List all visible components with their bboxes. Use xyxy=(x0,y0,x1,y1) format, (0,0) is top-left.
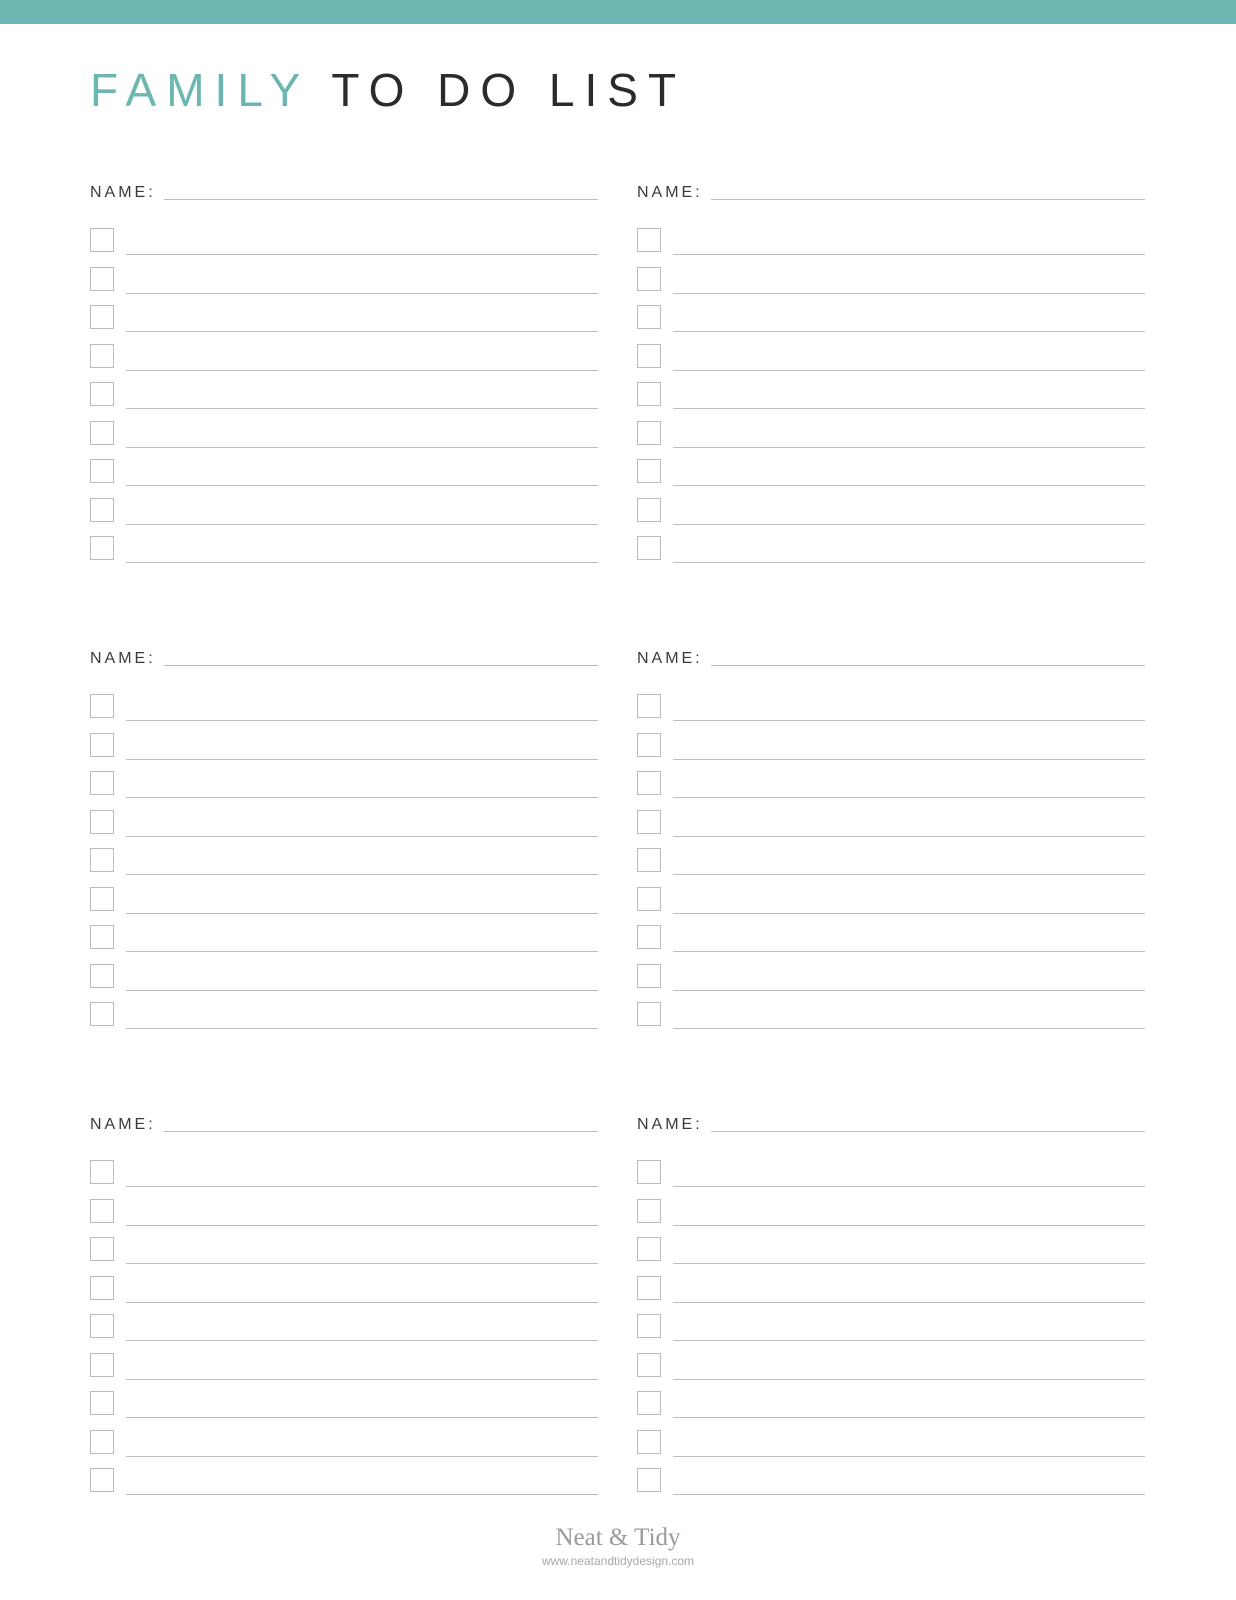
task-row xyxy=(90,267,598,306)
task-checkbox[interactable] xyxy=(90,1160,114,1184)
footer xyxy=(0,1523,1236,1569)
task-row xyxy=(637,1430,1145,1469)
task-checkbox[interactable] xyxy=(90,1002,114,1026)
task-checkbox[interactable] xyxy=(637,1237,661,1261)
task-line-field[interactable] xyxy=(673,1225,1145,1226)
top-accent-bar xyxy=(0,0,1236,24)
task-checkbox[interactable] xyxy=(637,1468,661,1492)
task-checkbox[interactable] xyxy=(90,1237,114,1261)
task-row xyxy=(90,305,598,344)
task-row xyxy=(90,1430,598,1469)
task-checkbox[interactable] xyxy=(637,382,661,406)
task-row xyxy=(637,1314,1145,1353)
task-checkbox[interactable] xyxy=(637,1391,661,1415)
task-checkbox[interactable] xyxy=(637,1276,661,1300)
task-line-field[interactable] xyxy=(673,1456,1145,1457)
task-row xyxy=(637,848,1145,887)
task-checkbox[interactable] xyxy=(637,925,661,949)
task-checkbox[interactable] xyxy=(90,810,114,834)
task-line-field[interactable] xyxy=(673,1263,1145,1264)
task-checkbox[interactable] xyxy=(637,1430,661,1454)
task-checkbox[interactable] xyxy=(637,459,661,483)
task-list xyxy=(637,1160,1145,1507)
task-line-field[interactable] xyxy=(126,331,598,332)
task-checkbox[interactable] xyxy=(637,305,661,329)
name-field[interactable] xyxy=(711,199,1145,200)
task-checkbox[interactable] xyxy=(90,536,114,560)
task-checkbox[interactable] xyxy=(90,848,114,872)
task-list xyxy=(90,1160,598,1507)
footer-brand-logo: Neat & Tidy xyxy=(555,1524,681,1551)
task-row xyxy=(637,344,1145,383)
task-row xyxy=(637,459,1145,498)
name-label: NAME: xyxy=(637,1116,703,1133)
task-row xyxy=(637,1199,1145,1238)
footer-url: www.neatandtidydesign.com xyxy=(541,1554,695,1568)
task-checkbox[interactable] xyxy=(637,1314,661,1338)
task-row xyxy=(90,344,598,383)
task-line-field[interactable] xyxy=(673,293,1145,294)
task-checkbox[interactable] xyxy=(637,421,661,445)
name-field[interactable] xyxy=(711,665,1145,666)
name-label: NAME: xyxy=(90,650,156,667)
task-checkbox[interactable] xyxy=(90,344,114,368)
task-line-field[interactable] xyxy=(673,331,1145,332)
task-checkbox[interactable] xyxy=(637,1002,661,1026)
task-checkbox[interactable] xyxy=(90,1430,114,1454)
task-row xyxy=(637,305,1145,344)
task-line-field[interactable] xyxy=(126,524,598,525)
task-checkbox[interactable] xyxy=(90,267,114,291)
task-line-field[interactable] xyxy=(673,913,1145,914)
task-line-field[interactable] xyxy=(673,1340,1145,1341)
name-field[interactable] xyxy=(164,199,598,200)
task-line-field[interactable] xyxy=(126,1028,598,1029)
task-line-field[interactable] xyxy=(673,1028,1145,1029)
task-row xyxy=(637,887,1145,926)
task-checkbox[interactable] xyxy=(637,733,661,757)
task-line-field[interactable] xyxy=(126,1494,598,1495)
task-checkbox[interactable] xyxy=(637,771,661,795)
task-row xyxy=(637,1391,1145,1430)
task-line-field[interactable] xyxy=(673,562,1145,563)
task-checkbox[interactable] xyxy=(637,1199,661,1223)
task-checkbox[interactable] xyxy=(637,848,661,872)
task-line-field[interactable] xyxy=(126,1225,598,1226)
task-line-field[interactable] xyxy=(673,874,1145,875)
task-checkbox[interactable] xyxy=(637,1160,661,1184)
task-row xyxy=(637,810,1145,849)
task-row xyxy=(90,382,598,421)
task-line-field[interactable] xyxy=(673,485,1145,486)
task-line-field[interactable] xyxy=(126,759,598,760)
task-row xyxy=(637,694,1145,733)
task-checkbox[interactable] xyxy=(90,382,114,406)
task-row xyxy=(90,964,598,1003)
task-row xyxy=(90,810,598,849)
task-row xyxy=(637,771,1145,810)
task-row xyxy=(90,1468,598,1507)
name-field[interactable] xyxy=(711,1131,1145,1132)
task-line-field[interactable] xyxy=(126,370,598,371)
task-line-field[interactable] xyxy=(673,759,1145,760)
task-row xyxy=(90,1160,598,1199)
task-checkbox[interactable] xyxy=(90,733,114,757)
task-line-field[interactable] xyxy=(126,720,598,721)
task-line-field[interactable] xyxy=(126,408,598,409)
task-line-field[interactable] xyxy=(673,408,1145,409)
task-line-field[interactable] xyxy=(673,1494,1145,1495)
task-line-field[interactable] xyxy=(126,1263,598,1264)
task-checkbox[interactable] xyxy=(90,498,114,522)
task-checkbox[interactable] xyxy=(90,421,114,445)
task-list xyxy=(90,228,598,575)
task-row xyxy=(637,1160,1145,1199)
task-row xyxy=(90,421,598,460)
name-field[interactable] xyxy=(164,1131,598,1132)
task-row xyxy=(90,848,598,887)
task-checkbox[interactable] xyxy=(637,887,661,911)
task-row xyxy=(90,1276,598,1315)
name-label: NAME: xyxy=(90,184,156,201)
task-row xyxy=(90,228,598,267)
task-line-field[interactable] xyxy=(126,293,598,294)
task-checkbox[interactable] xyxy=(637,228,661,252)
name-row xyxy=(637,1116,1145,1140)
task-row xyxy=(637,421,1145,460)
task-line-field[interactable] xyxy=(126,447,598,448)
task-row xyxy=(637,1002,1145,1041)
name-row xyxy=(637,184,1145,208)
task-checkbox[interactable] xyxy=(90,1199,114,1223)
task-row xyxy=(637,228,1145,267)
task-line-field[interactable] xyxy=(673,524,1145,525)
task-row xyxy=(637,1468,1145,1507)
task-line-field[interactable] xyxy=(126,1186,598,1187)
task-line-field[interactable] xyxy=(673,990,1145,991)
task-row xyxy=(90,459,598,498)
task-line-field[interactable] xyxy=(126,913,598,914)
task-row xyxy=(90,771,598,810)
task-row xyxy=(637,1276,1145,1315)
task-row xyxy=(90,1199,598,1238)
task-line-field[interactable] xyxy=(126,1417,598,1418)
task-checkbox[interactable] xyxy=(90,964,114,988)
name-label: NAME: xyxy=(637,650,703,667)
task-checkbox[interactable] xyxy=(90,459,114,483)
task-checkbox[interactable] xyxy=(90,1391,114,1415)
task-checkbox[interactable] xyxy=(90,305,114,329)
task-checkbox[interactable] xyxy=(90,771,114,795)
task-line-field[interactable] xyxy=(126,951,598,952)
name-field[interactable] xyxy=(164,665,598,666)
title-rest: TO DO LIST xyxy=(331,64,687,116)
task-line-field[interactable] xyxy=(126,1379,598,1380)
task-checkbox[interactable] xyxy=(637,498,661,522)
task-checkbox[interactable] xyxy=(90,228,114,252)
task-line-field[interactable] xyxy=(126,485,598,486)
name-row xyxy=(90,650,598,674)
task-line-field[interactable] xyxy=(673,254,1145,255)
task-checkbox[interactable] xyxy=(90,694,114,718)
task-row xyxy=(90,733,598,772)
task-line-field[interactable] xyxy=(126,836,598,837)
task-checkbox[interactable] xyxy=(637,267,661,291)
task-checkbox[interactable] xyxy=(90,887,114,911)
task-row xyxy=(90,1314,598,1353)
task-line-field[interactable] xyxy=(673,797,1145,798)
task-line-field[interactable] xyxy=(126,1340,598,1341)
task-row xyxy=(637,267,1145,306)
task-row xyxy=(637,964,1145,1003)
name-row xyxy=(637,650,1145,674)
task-line-field[interactable] xyxy=(126,874,598,875)
task-line-field[interactable] xyxy=(673,447,1145,448)
task-list xyxy=(637,694,1145,1041)
task-list xyxy=(90,694,598,1041)
task-line-field[interactable] xyxy=(126,1302,598,1303)
task-line-field[interactable] xyxy=(673,951,1145,952)
task-row xyxy=(637,1353,1145,1392)
task-line-field[interactable] xyxy=(673,1379,1145,1380)
name-label: NAME: xyxy=(637,184,703,201)
name-label: NAME: xyxy=(90,1116,156,1133)
task-row xyxy=(90,1353,598,1392)
task-checkbox[interactable] xyxy=(90,1468,114,1492)
task-row xyxy=(90,536,598,575)
page-title xyxy=(90,64,686,116)
task-line-field[interactable] xyxy=(126,797,598,798)
task-line-field[interactable] xyxy=(673,836,1145,837)
task-row xyxy=(90,1391,598,1430)
task-row xyxy=(637,733,1145,772)
task-row xyxy=(90,694,598,733)
task-checkbox[interactable] xyxy=(637,694,661,718)
name-row xyxy=(90,184,598,208)
task-line-field[interactable] xyxy=(673,370,1145,371)
task-checkbox[interactable] xyxy=(90,925,114,949)
task-checkbox[interactable] xyxy=(90,1314,114,1338)
task-line-field[interactable] xyxy=(673,1417,1145,1418)
task-row xyxy=(90,498,598,537)
task-row xyxy=(90,1237,598,1276)
task-line-field[interactable] xyxy=(673,720,1145,721)
name-row xyxy=(90,1116,598,1140)
task-checkbox[interactable] xyxy=(637,344,661,368)
task-checkbox[interactable] xyxy=(90,1276,114,1300)
task-row xyxy=(637,536,1145,575)
task-list xyxy=(637,228,1145,575)
task-line-field[interactable] xyxy=(673,1302,1145,1303)
task-checkbox[interactable] xyxy=(637,1353,661,1377)
task-row xyxy=(90,887,598,926)
task-row xyxy=(637,1237,1145,1276)
task-row xyxy=(90,1002,598,1041)
task-row xyxy=(90,925,598,964)
task-line-field[interactable] xyxy=(126,990,598,991)
title-accent-word: FAMILY xyxy=(90,64,310,116)
task-row xyxy=(637,925,1145,964)
task-checkbox[interactable] xyxy=(637,810,661,834)
task-line-field[interactable] xyxy=(126,562,598,563)
task-checkbox[interactable] xyxy=(637,964,661,988)
task-checkbox[interactable] xyxy=(637,536,661,560)
task-line-field[interactable] xyxy=(673,1186,1145,1187)
task-row xyxy=(637,498,1145,537)
task-line-field[interactable] xyxy=(126,1456,598,1457)
task-row xyxy=(637,382,1145,421)
task-line-field[interactable] xyxy=(126,254,598,255)
task-checkbox[interactable] xyxy=(90,1353,114,1377)
